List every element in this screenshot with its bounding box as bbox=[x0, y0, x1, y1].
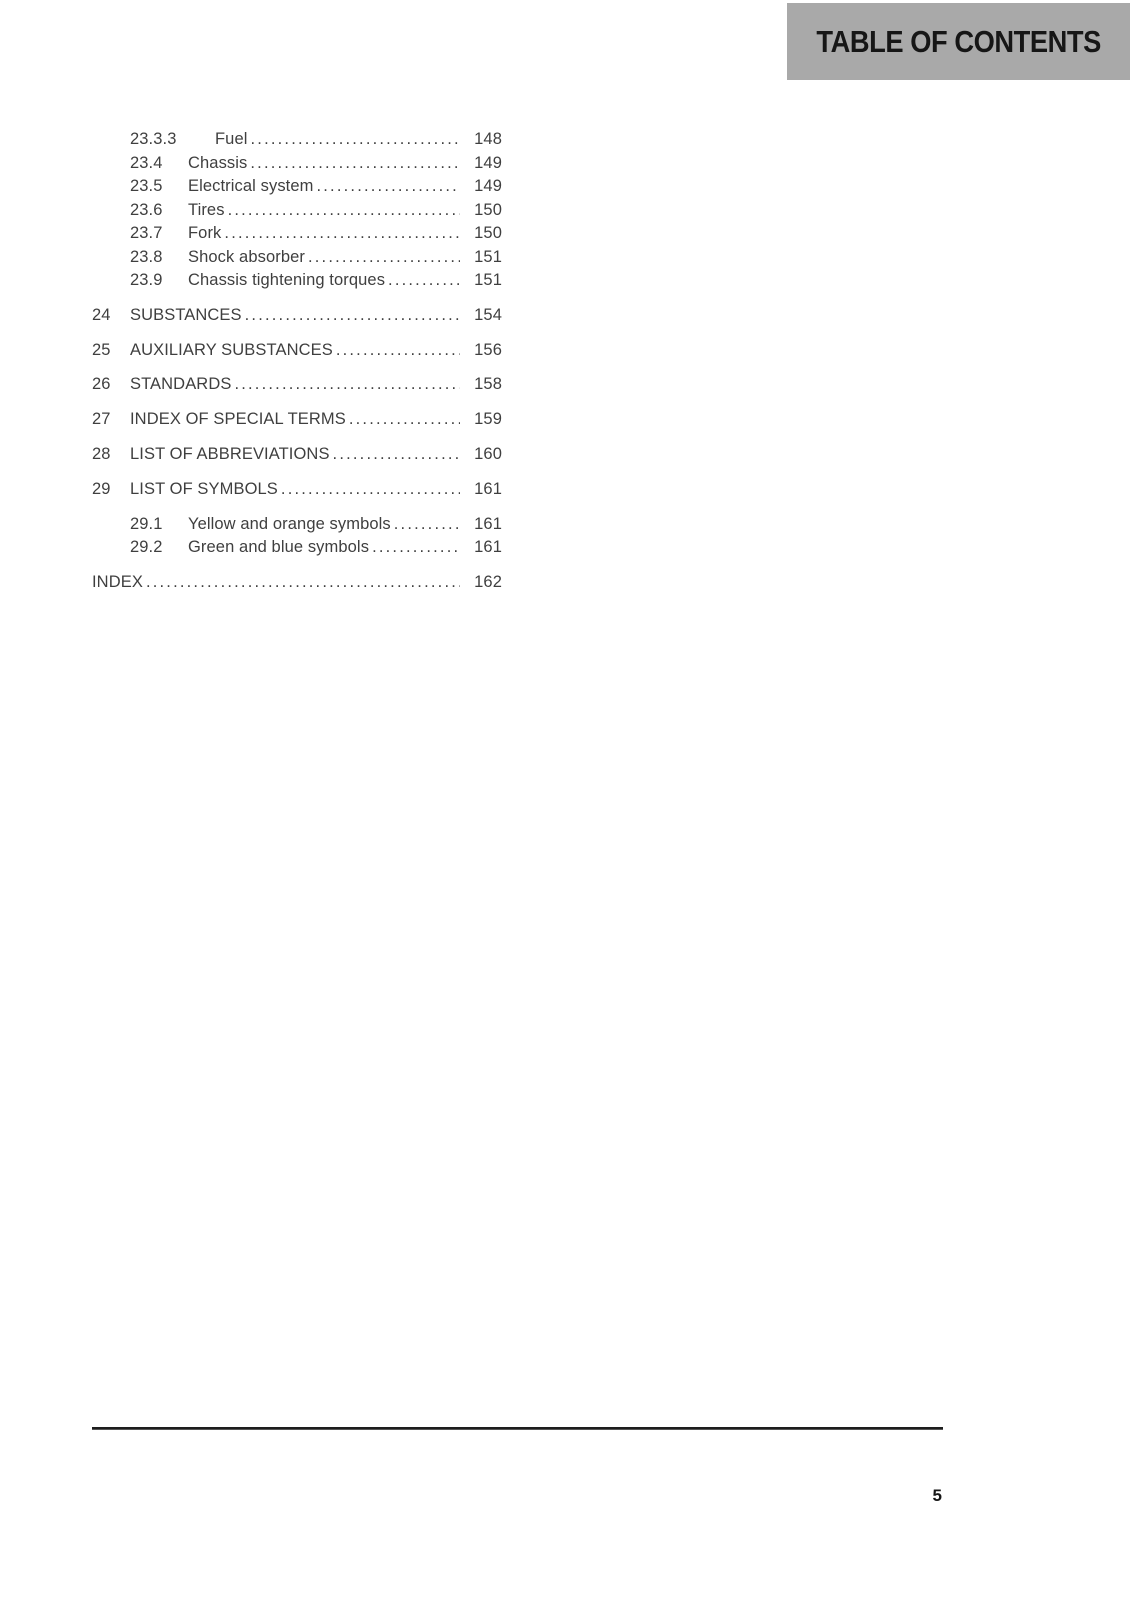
toc-entry-dot-leader bbox=[281, 480, 460, 499]
toc-entry bbox=[92, 375, 502, 399]
toc-entry-number: 23.8 bbox=[130, 247, 163, 266]
toc-entry-dot-leader bbox=[336, 341, 460, 360]
toc-entry-page: 149 bbox=[474, 153, 502, 172]
toc-entry-dot-leader bbox=[372, 538, 460, 557]
toc-entry-dot-leader bbox=[224, 224, 460, 243]
toc-entry-number: 27 bbox=[92, 410, 111, 429]
toc-entry-dot-leader bbox=[349, 410, 460, 429]
toc-entry bbox=[92, 201, 502, 225]
toc-entry-dot-leader bbox=[250, 154, 460, 173]
toc-entry-number: 29.2 bbox=[130, 538, 163, 557]
toc-entry-page: 154 bbox=[474, 305, 502, 324]
toc-entry-title: Electrical system bbox=[188, 177, 314, 195]
toc-entry-title: Tires bbox=[188, 200, 225, 219]
page-number: 5 bbox=[932, 1486, 942, 1505]
toc-entry-dot-leader bbox=[394, 515, 460, 534]
toc-entry-page: 150 bbox=[474, 200, 502, 219]
toc-entry-number: 23.9 bbox=[130, 271, 163, 289]
toc-entry-number: 23.4 bbox=[130, 153, 163, 172]
toc-entry-title: LIST OF ABBREVIATIONS bbox=[130, 444, 330, 463]
toc-entry-title: Yellow and orange symbols bbox=[188, 514, 391, 533]
header-banner bbox=[787, 3, 1130, 80]
toc-entry bbox=[92, 224, 502, 248]
toc-entry bbox=[92, 271, 502, 295]
footer-divider bbox=[92, 1427, 943, 1430]
toc-entry-number: 26 bbox=[92, 375, 111, 394]
toc-entry-dot-leader bbox=[333, 445, 460, 464]
toc-entry-page: 156 bbox=[474, 340, 502, 359]
toc-entry-page: 148 bbox=[474, 130, 502, 148]
toc-entry bbox=[92, 306, 502, 330]
toc-entry-number: 29 bbox=[92, 479, 111, 498]
page-title: TABLE OF CONTENTS bbox=[816, 23, 1101, 59]
toc-entry-dot-leader bbox=[228, 201, 460, 220]
toc-entry-number: 23.3.3 bbox=[130, 130, 177, 148]
toc-entry-page: 161 bbox=[474, 479, 502, 498]
toc-entry-page: 162 bbox=[474, 572, 502, 591]
toc-entry-page: 158 bbox=[474, 375, 502, 394]
toc-entry-dot-leader bbox=[308, 248, 460, 267]
toc-entry bbox=[92, 538, 502, 562]
toc-entry-page: 161 bbox=[474, 538, 502, 557]
toc-entry-page: 159 bbox=[474, 410, 502, 429]
toc-entry-title: STANDARDS bbox=[130, 375, 232, 394]
toc-entry-title: Fork bbox=[188, 224, 222, 242]
toc-entry-page: 151 bbox=[474, 247, 502, 266]
toc-entry-title: Chassis bbox=[188, 153, 248, 172]
toc-entry-title: Shock absorber bbox=[188, 247, 305, 266]
toc-entry-number: 25 bbox=[92, 340, 111, 359]
toc-entry-dot-leader bbox=[316, 177, 460, 196]
toc-entry bbox=[92, 515, 502, 539]
toc-entry-title: Green and blue symbols bbox=[188, 538, 370, 557]
toc-entry-title: SUBSTANCES bbox=[130, 305, 242, 324]
toc-entry-title: LIST OF SYMBOLS bbox=[130, 479, 278, 498]
toc-entry-dot-leader bbox=[245, 306, 460, 325]
toc-entry bbox=[92, 154, 502, 178]
toc-entry-page: 161 bbox=[474, 514, 502, 533]
toc-entry-dot-leader bbox=[146, 573, 460, 592]
toc-entry-number: 29.1 bbox=[130, 514, 163, 533]
toc-entry-title: Chassis tightening torques bbox=[188, 271, 386, 289]
toc-entry-page: 151 bbox=[474, 271, 502, 289]
toc-entry bbox=[92, 573, 502, 597]
toc-list bbox=[92, 130, 502, 596]
toc-entry bbox=[92, 130, 502, 154]
toc-entry-number: 24 bbox=[92, 305, 111, 324]
toc-entry bbox=[92, 410, 502, 434]
toc-entry-number: 28 bbox=[92, 444, 111, 463]
toc-entry bbox=[92, 480, 502, 504]
toc-entry bbox=[92, 341, 502, 365]
toc-entry-number: 23.5 bbox=[130, 177, 163, 195]
toc-entry bbox=[92, 248, 502, 272]
toc-entry-number: 23.7 bbox=[130, 224, 163, 242]
toc-entry-number: 23.6 bbox=[130, 200, 163, 219]
toc-entry-dot-leader bbox=[388, 271, 460, 290]
toc-entry-dot-leader bbox=[251, 130, 461, 149]
toc-entry bbox=[92, 177, 502, 201]
toc-entry-title: Fuel bbox=[215, 130, 248, 148]
toc-entry-page: 150 bbox=[474, 224, 502, 242]
toc-entry-title: INDEX OF SPECIAL TERMS bbox=[130, 410, 346, 429]
toc-entry-page: 149 bbox=[474, 177, 502, 195]
toc-entry-page: 160 bbox=[474, 444, 502, 463]
toc-entry bbox=[92, 445, 502, 469]
toc-entry-title: AUXILIARY SUBSTANCES bbox=[130, 340, 333, 359]
toc-entry-title: INDEX bbox=[92, 572, 143, 591]
toc-entry-dot-leader bbox=[234, 375, 460, 394]
